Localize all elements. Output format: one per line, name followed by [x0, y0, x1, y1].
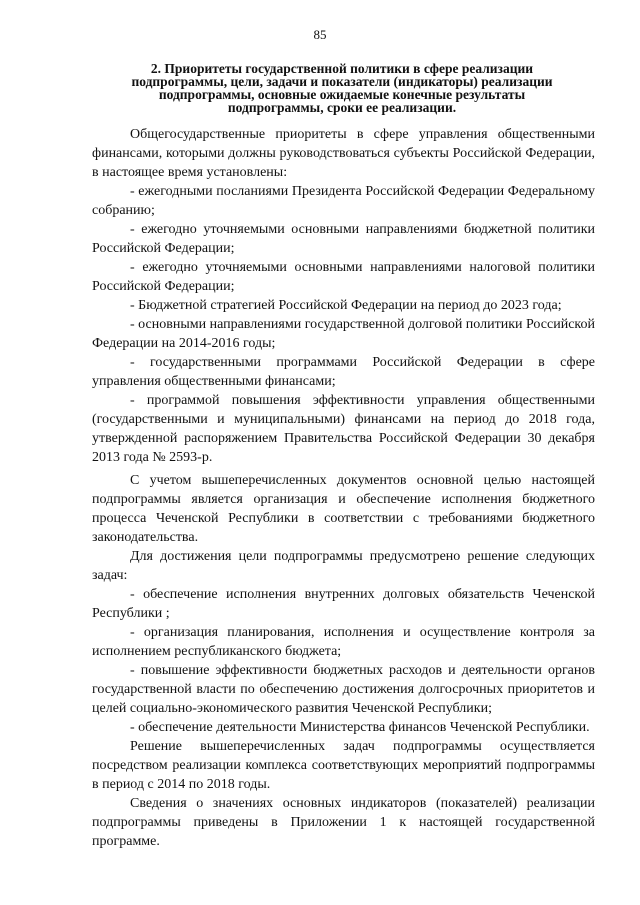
task-item: - повышение эффективности бюджетных расходов и деятельности органов государственной власти по обеспечению достижения долгосрочных приоритетов и целей социально-экономического развития Чеченской Республики;	[92, 663, 595, 716]
priority-item: - ежегодно уточняемыми основными направлениями налоговой политики Российской Федерации;	[92, 260, 595, 294]
page-number: 85	[313, 27, 327, 42]
document-body	[92, 125, 595, 851]
implementation-paragraph: Решение вышеперечисленных задач подпрограммы осуществляется посредством реализации комплекса соответствующих мероприятий подпрограммы в период с 2014 по 2018 годы.	[92, 739, 595, 792]
goal-paragraph: С учетом вышеперечисленных документов основной целью настоящей подпрограммы является организация и обеспечение исполнения бюджетного процесса Чеченской Республики в соответствии с требованиями бюджетного законодательства.	[92, 473, 595, 545]
priority-item: - Бюджетной стратегией Российской Федерации на период до 2023 года;	[130, 298, 562, 313]
section-heading-line: подпрограммы, основные ожидаемые конечные результаты	[158, 87, 526, 102]
tasks-intro-paragraph: Для достижения цели подпрограммы предусмотрено решение следующих задач:	[92, 549, 595, 583]
section-heading-line: подпрограммы, цели, задачи и показатели (индикаторы) реализации	[131, 74, 553, 89]
intro-paragraph: Общегосударственные приоритеты в сфере управления общественными финансами, которыми должны руководствоваться субъекты Российской Федерации, в настоящее время установлены:	[92, 127, 595, 180]
task-item: - организация планирования, исполнения и осуществление контроля за исполнением республиканского бюджета;	[92, 625, 595, 659]
priority-item: - программой повышения эффективности управления общественными (государственными и муниципальными) финансами на период до 2018 года, утвержденной распоряжением Правительства Российской Федерации 30 декабря 2013 года № 2593-р.	[92, 393, 595, 465]
priority-item: - ежегодно уточняемыми основными направлениями бюджетной политики Российской Федерации;	[92, 222, 595, 256]
priority-item: - основными направлениями государственной долговой политики Российской Федерации на 2014-2016 годы;	[92, 317, 595, 351]
section-heading-line: подпрограммы, сроки ее реализации.	[227, 100, 457, 115]
indicators-paragraph: Сведения о значениях основных индикаторов (показателей) реализации подпрограммы приведены в Приложении 1 к настоящей государственной программе.	[92, 796, 595, 849]
section-heading-line: 2. Приоритеты государственной политики в сфере реализации	[150, 61, 534, 76]
section-heading	[92, 62, 592, 114]
priority-item: - государственными программами Российской Федерации в сфере управления общественными финансами;	[92, 355, 595, 389]
priority-item: - ежегодными посланиями Президента Российской Федерации Федеральному собранию;	[92, 184, 595, 218]
task-item: - обеспечение исполнения внутренних долговых обязательств Чеченской Республики ;	[92, 587, 595, 621]
task-item: - обеспечение деятельности Министерства финансов Чеченской Республики.	[130, 720, 590, 735]
